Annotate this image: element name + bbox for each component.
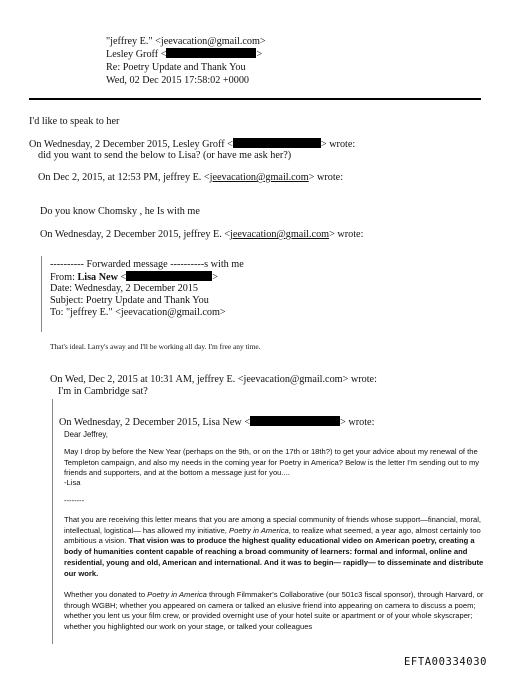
to-value-pre: Lesley Groff <: [106, 49, 167, 60]
quote-2-post: > wrote:: [308, 172, 344, 183]
subject-value: Re: Poetry Update and Thank You: [106, 62, 246, 73]
paragraph-2-title: Poetry in America: [229, 525, 289, 535]
email-link[interactable]: jeevacation@gmail.com: [209, 172, 309, 183]
quote-1-post: > wrote:: [320, 139, 356, 150]
forwarded-line: ---------- Forwarded message ----------s with me: [50, 259, 244, 270]
paragraph-2-text: That you are receiving this letter means that you are among a special community of friends whose support—financial, moral, intellectual, logistical— has allowed my initiative,: [64, 515, 482, 535]
forward-from-post: >: [212, 272, 218, 283]
to-value: [106, 48, 262, 61]
chomsky-line: Do you know Chomsky , he Is with me: [40, 206, 200, 217]
quote-1-pre: On Wednesday, 2 December 2015, Lesley Groff <: [29, 139, 233, 150]
quote-bar: [52, 399, 53, 644]
paragraph-2: [64, 515, 484, 579]
quote-bar: [41, 256, 42, 332]
cambridge-line: I'm in Cambridge sat?: [58, 386, 148, 397]
paragraph-3-text: Whether you donated to: [64, 590, 148, 599]
reply-line: I'd like to speak to her: [29, 116, 120, 127]
redaction-box: [166, 48, 256, 58]
quote-1-text: did you want to send the below to Lisa? (or have me ask her?): [38, 150, 292, 161]
paragraph-2-text: , to realize what seemed, a year ago, almost certainly too ambitious a vision.: [64, 525, 481, 546]
quote-header-5: [59, 416, 374, 429]
paragraph-2-bold: That vision was to produce the highest quality educational video on American poetry, creating a body of humanities content capable of reaching a broad community of learners: formal and informal, online and residential, young and old, American and international. And it was to begin— rapidly— to disseminate and distribute our work.: [64, 536, 484, 578]
separator-dashes: --------: [64, 496, 85, 505]
quote-2-pre: On Dec 2, 2015, at 12:53 PM, jeffrey E. <: [38, 172, 210, 183]
paragraph-1: May I drop by before the New Year (perhaps on the 9th, or on the 17th or 18th?) to get your advice about my renewal of the Templeton campaign, and also my needs in the coming year for Poetry in America? Below is the letter I'm sending out to my friends and supporters, and at the bottom a message just for you....: [64, 447, 480, 478]
paragraph-3-text: through Filmmaker's Collaborative (our 501c3 fiscal sponsor), through Harvard, or through WGBH; whether you appeared on camera or talked an elusive friend into appearing on camera to discuss a poem; whether you lent us your film crew, or provided overnight use of your hotel suite or apartment or of your whole skyscraper; whether you highlighted our work on your stage, or talked your colleagues: [64, 590, 484, 632]
paragraph-3: [64, 590, 484, 633]
quote-3-post: > wrote:: [329, 229, 364, 240]
date-value: Wed, 02 Dec 2015 17:58:02 +0000: [106, 75, 250, 86]
redaction-box: [233, 138, 321, 148]
salutation: Dear Jeffrey,: [64, 430, 108, 439]
bates-number: EFTA00334030: [404, 656, 488, 668]
to-value-post: >: [256, 49, 263, 60]
quote-3-pre: On Wednesday, 2 December 2015, jeffrey E. <: [40, 229, 231, 240]
signature: -Lisa: [64, 478, 81, 487]
forward-subject: Subject: Poetry Update and Thank You: [50, 295, 209, 306]
quote-header-2: [38, 172, 343, 184]
header-divider: [29, 98, 481, 100]
email-link[interactable]: jeevacation@gmail.com: [230, 229, 330, 240]
quote-header-3: [40, 229, 363, 241]
from-value: "jeffrey E." <jeevacation@gmail.com>: [106, 36, 266, 47]
quote-5-pre: On Wednesday, 2 December 2015, Lisa New <: [59, 417, 251, 428]
redaction-box: [250, 416, 340, 426]
quote-header-4: On Wed, Dec 2, 2015 at 10:31 AM, jeffrey E. <jeevacation@gmail.com> wrote:: [50, 374, 377, 385]
forward-date: Date: Wednesday, 2 December 2015: [50, 283, 198, 294]
ideal-line: That's ideal. Larry's away and I'll be working all day. I'm free any time.: [50, 342, 261, 351]
forward-to: To: "jeffrey E." <jeevacation@gmail.com>: [50, 307, 226, 318]
quote-5-post: > wrote:: [340, 417, 375, 428]
forward-from-label: From:: [50, 272, 75, 283]
redaction-box: [126, 271, 212, 281]
forward-from-pre: <: [117, 272, 127, 283]
forward-from-name: Lisa New: [77, 272, 118, 283]
paragraph-3-title: Poetry in America: [147, 590, 207, 599]
